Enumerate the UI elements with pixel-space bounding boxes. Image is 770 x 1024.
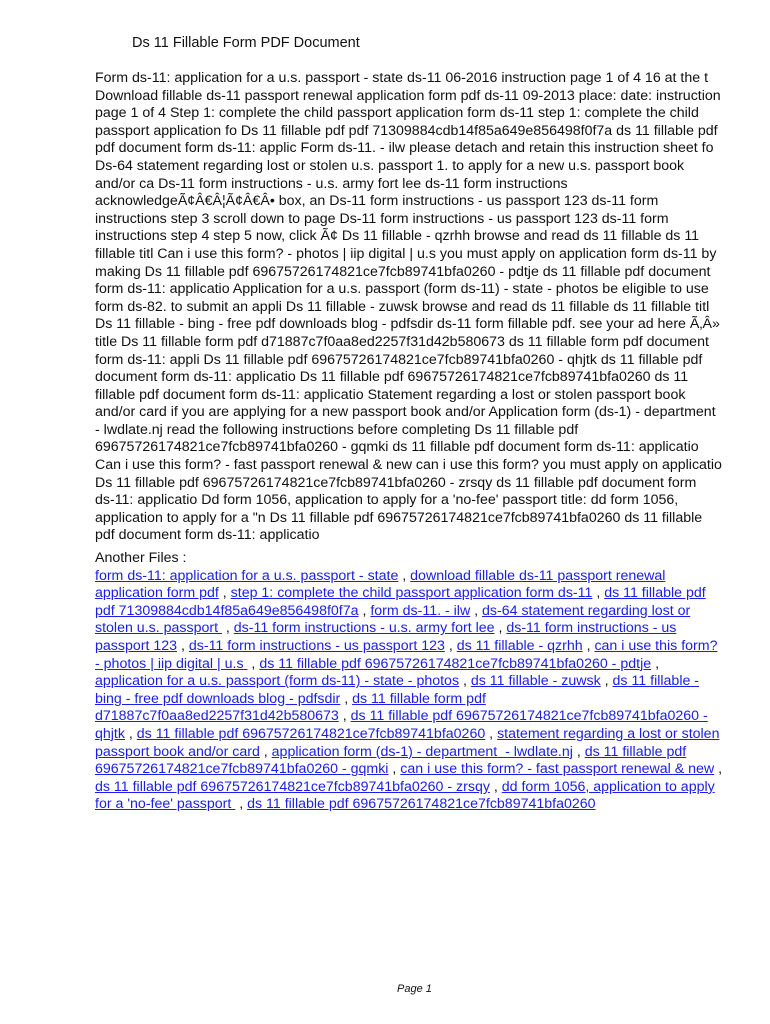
related-file-link[interactable]: 69675726174821ce7fcb89741bfa0260 - gqmki [95,761,389,778]
related-file-link[interactable]: ds 11 fillable pdf 69675726174821ce7fcb89741bfa0260 [247,796,596,813]
related-file-link[interactable]: ds-11 form instructions - u.s. army fort lee [233,620,495,637]
link-line [95,779,735,797]
link-line [95,691,735,709]
link-line [95,744,735,762]
related-file-link[interactable]: ds 11 fillable form pdf [352,690,486,707]
link-separator: , [651,655,660,672]
related-file-link[interactable]: bing - free pdf downloads blog - pdfsdir [95,690,341,707]
body-text-line: form ds-11: applicatio Application for a u.s. passport (form ds-11) - state - photos be eligible to use [95,281,709,298]
body-text-line: fillable titl Can i use this form? - photos | iip digital | u.s you must apply on application form ds-11 by [95,245,717,262]
link-separator: , [398,567,411,584]
body-text-line: and/or ca Ds-11 form instructions - u.s. army fort lee ds-11 form instructions [95,175,568,192]
related-file-link[interactable]: ds 11 fillable pdf 69675726174821ce7fcb89741bfa0260 - pdtje [259,655,652,672]
link-separator: , [235,796,248,813]
body-text-line: page 1 of 4 Step 1: complete the child passport application form ds-11 step 1: complete the child [95,105,699,122]
related-links-list [95,568,735,814]
link-separator: , [600,673,613,690]
related-file-link[interactable]: qhjtk [95,725,125,742]
link-line [95,603,735,621]
related-file-link[interactable]: download fillable ds-11 passport renewal [410,567,666,584]
body-text-line: form ds-11: appli Ds 11 fillable pdf 69675726174821ce7fcb89741bfa0260 - qhjtk ds 11 fillable pdf [95,351,703,368]
link-separator: , [221,620,234,637]
body-text-line: pdf document form ds-11: applicatio [95,527,320,544]
body-text-line: document form ds-11: applicatio Ds 11 fillable pdf 69675726174821ce7fcb89741bfa0260 ds 11 [95,369,689,386]
link-separator: , [388,761,401,778]
link-separator: , [247,655,260,672]
link-separator: , [177,637,189,654]
link-separator: , [714,761,723,778]
link-separator: , [470,602,483,619]
link-line [95,761,735,779]
link-separator: , [259,743,272,760]
link-line [95,796,735,814]
body-text-line: acknowledgeÃ¢Â€Â¦Ã¢Â€Â• box, an Ds-11 form instructions - us passport 123 ds-11 form [95,193,659,210]
related-file-link[interactable]: ds-11 form instructions - us [506,620,677,637]
related-file-link[interactable]: ds 11 fillable - [612,673,700,690]
body-text-line: Ds-64 statement regarding lost or stolen u.s. passport 1. to apply for a new u.s. passport book [95,157,685,174]
link-line [95,568,735,586]
related-file-link[interactable]: passport book and/or card [95,743,260,760]
link-separator: , [340,690,353,707]
body-text-line: Form ds-11: application for a u.s. passport - state ds-11 06-2016 instruction page 1 of 4 16 at the t [95,70,709,86]
related-file-link[interactable]: ds 11 fillable pdf [584,743,687,760]
related-file-link[interactable]: can i use this form? [594,637,718,654]
link-line [95,585,735,603]
body-text-line: Ds 11 fillable - bing - free pdf downloads blog - pdfsdir ds-11 form fillable pdf. see your ad here Ã‚Â» [95,316,720,333]
body-text-line: making Ds 11 fillable pdf 69675726174821ce7fcb89741bfa0260 - pdtje ds 11 fillable pdf document [95,263,711,280]
another-files-section [95,550,735,814]
related-file-link[interactable]: step 1: complete the child passport application form ds-11 [230,585,593,602]
body-text-line: application to apply for a "n Ds 11 fillable pdf 69675726174821ce7fcb89741bfa0260 ds 11 fillable [95,509,703,526]
body-text-line: pdf document form ds-11: applic Form ds-11. - ilw please detach and retain this instruction sheet fo [95,140,714,157]
related-file-link[interactable]: application form pdf [95,585,219,602]
link-line [95,726,735,744]
link-separator: , [582,637,595,654]
related-file-link[interactable]: ds 11 fillable - zuwsk [470,673,601,690]
related-file-link[interactable]: - photos | iip digital | u.s [95,655,248,672]
related-file-link[interactable]: application for a u.s. passport (form ds-11) - state - photos [95,673,460,690]
link-separator: , [218,585,231,602]
link-separator: , [572,743,585,760]
body-text-line: instructions step 3 scroll down to page Ds-11 form instructions - us passport 123 ds-11 form [95,210,669,227]
related-file-link[interactable]: d71887c7f0aa8ed2257f31d42b580673 [95,708,339,725]
page-number: Page 1 [397,983,432,995]
link-separator: , [592,585,605,602]
related-file-link[interactable]: application form (ds-1) - department - lwdlate.nj [271,743,573,760]
link-separator: , [459,673,471,690]
body-text-line: passport application fo Ds 11 fillable pdf pdf 71309884cdb14f85a649e856498f0f7a ds 11 fillable pdf [95,122,718,139]
body-text-line: Ds 11 fillable pdf 69675726174821ce7fcb89741bfa0260 - zrsqy ds 11 fillable pdf document form [95,474,697,491]
related-file-link[interactable]: ds 11 fillable pdf 69675726174821ce7fcb89741bfa0260 - [350,708,708,725]
body-text-line: form ds-82. to submit an appli Ds 11 fillable - zuwsk browse and read ds 11 fillable ds 11 fillable titl [95,298,710,315]
related-file-link[interactable]: passport 123 [95,637,178,654]
body-text-line: title Ds 11 fillable form pdf d71887c7f0aa8ed2257f31d42b580673 ds 11 fillable form pdf document [95,333,709,350]
link-line [95,656,735,674]
body-text-line: 69675726174821ce7fcb89741bfa0260 - gqmki ds 11 fillable pdf document form ds-11: applicatio [95,439,699,456]
related-file-link[interactable]: ds-11 form instructions - us passport 123 [188,637,445,654]
related-file-link[interactable]: ds 11 fillable pdf 69675726174821ce7fcb89741bfa0260 [136,725,486,742]
related-file-link[interactable]: can i use this form? - fast passport renewal & new [400,761,715,778]
link-line [95,673,735,691]
body-text-line: Can i use this form? - fast passport renewal & new can i use this form? you must apply on applicatio [95,457,722,474]
link-line [95,620,735,638]
related-file-link[interactable]: pdf 71309884cdb14f85a649e856498f0f7a [95,602,359,619]
link-line [95,708,735,726]
related-file-link[interactable]: for a 'no-fee' passport [95,796,236,813]
link-separator: , [338,708,351,725]
body-text-line: Download fillable ds-11 passport renewal application form pdf ds-11 09-2013 place: date: instruction [95,87,721,104]
link-separator: , [494,620,507,637]
link-separator: , [485,725,498,742]
another-files-heading: Another Files : [95,550,187,566]
related-file-link[interactable]: form ds-11. - ilw [370,602,471,619]
body-text-line: instructions step 4 step 5 now, click Ã¢ Ds 11 fillable - qzrhh browse and read ds 11 fillable ds 11 [95,228,700,245]
related-file-link[interactable]: form ds-11: application for a u.s. passport - state [95,567,399,584]
related-file-link[interactable]: dd form 1056, application to apply [501,778,715,795]
related-file-link[interactable]: ds 11 fillable pdf [604,585,706,602]
body-text-line: and/or card if you are applying for a new passport book and/or Application form (ds-1) - department [95,404,716,421]
related-file-link[interactable]: ds 11 fillable pdf 69675726174821ce7fcb89741bfa0260 - zrsqy [95,778,490,795]
body-text-line: - lwdlate.nj read the following instructions before completing Ds 11 fillable pdf [95,421,579,438]
body-text-line: fillable pdf document form ds-11: applicatio Statement regarding a lost or stolen passport book [95,386,686,403]
related-file-link[interactable]: stolen u.s. passport [95,620,222,637]
document-body-text [95,70,735,545]
document-title: Ds 11 Fillable Form PDF Document [132,35,360,51]
related-file-link[interactable]: ds-64 statement regarding lost or [482,602,691,619]
body-text-line: ds-11: applicatio Dd form 1056, application to apply for a 'no-fee' passport title: dd form 1056, [95,492,679,509]
related-file-link[interactable]: ds 11 fillable - qzrhh [456,637,583,654]
link-separator: , [489,778,502,795]
link-separator: , [124,725,137,742]
related-file-link[interactable]: statement regarding a lost or stolen [497,725,720,742]
link-separator: , [358,602,371,619]
link-separator: , [444,637,457,654]
link-line [95,638,735,656]
